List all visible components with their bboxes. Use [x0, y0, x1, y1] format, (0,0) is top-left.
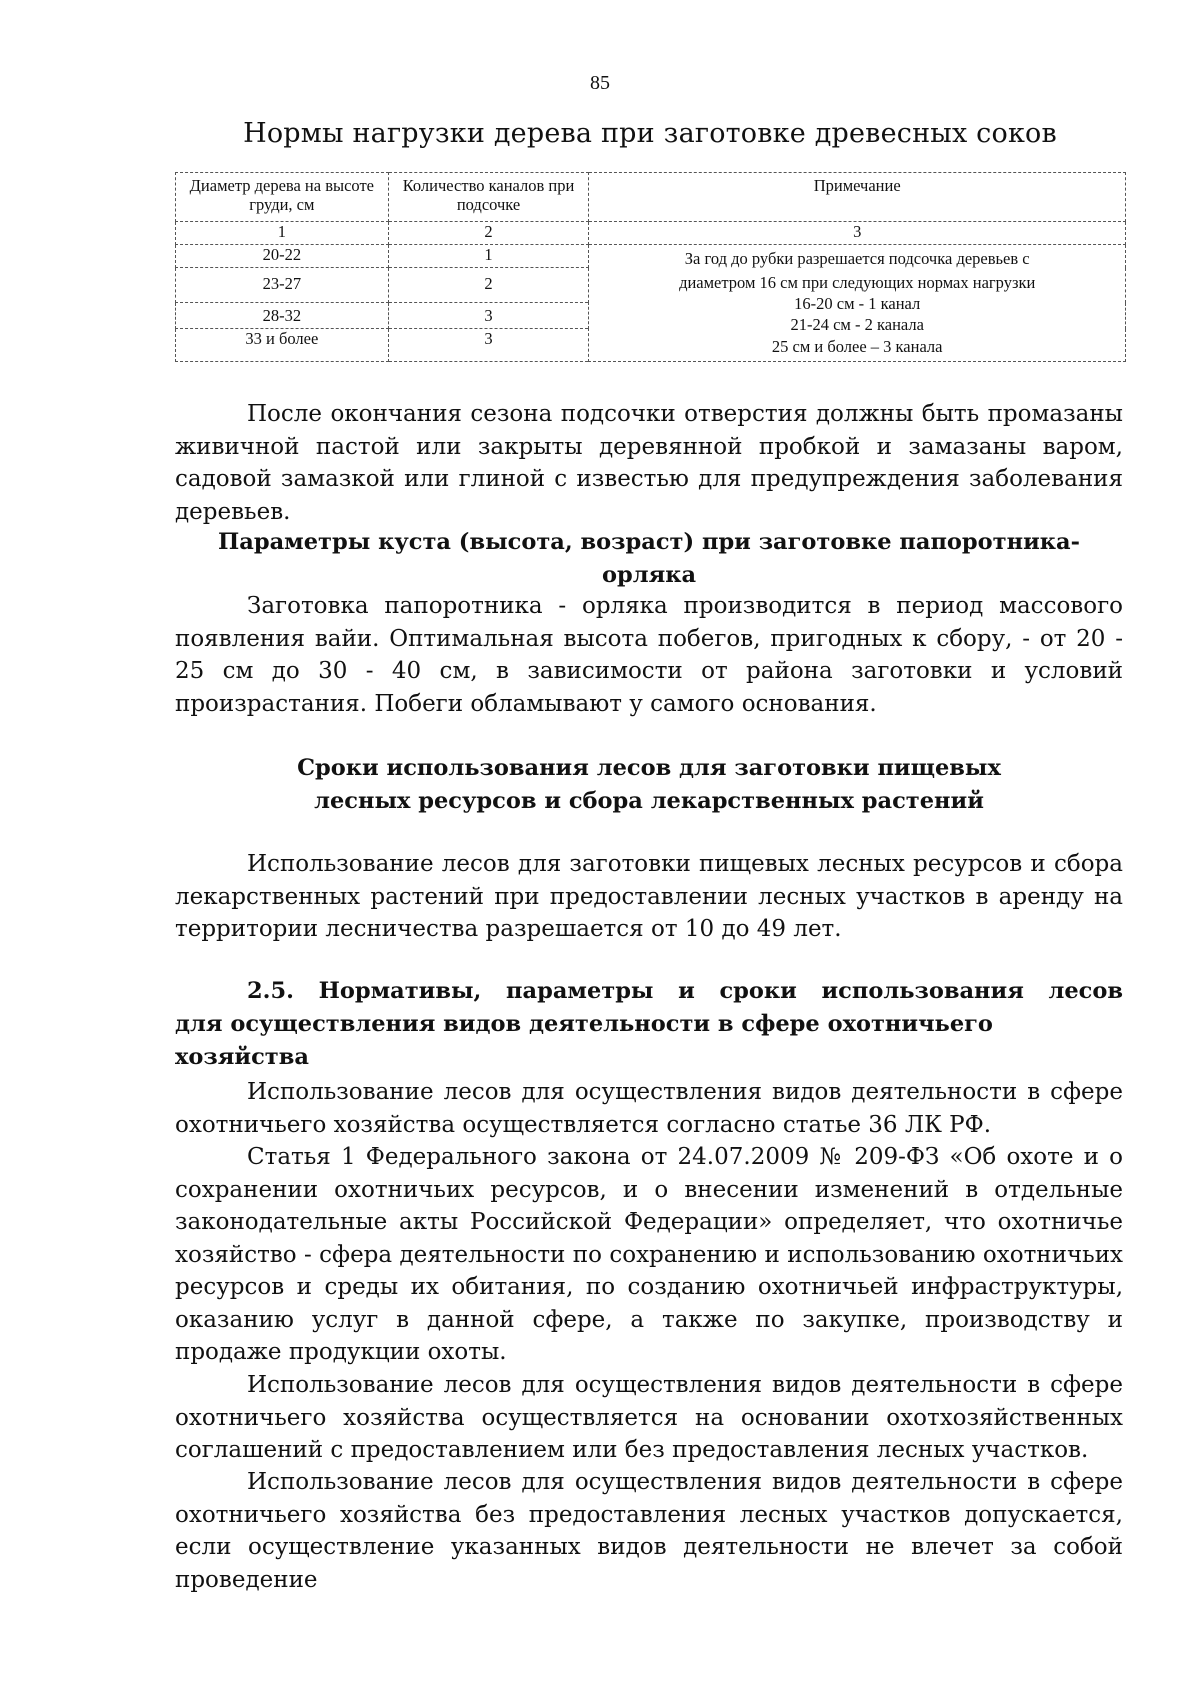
channels-cell: 2	[388, 268, 589, 303]
note-line: 25 см и более – 3 канала	[771, 337, 943, 356]
paragraph-after-table: После окончания сезона подсочки отверстия должны быть промазаны живичной пастой или закрыты деревянной пробкой и замазаны варом, садовой замазкой или глиной с известью для предупреждения заболевания деревьев.	[175, 401, 1123, 525]
channels-cell: 3	[388, 303, 589, 329]
header-diameter: Диаметр дерева на высоте груди, см	[176, 173, 389, 222]
page-number: 85	[590, 72, 610, 94]
column-number: 3	[589, 222, 1126, 245]
sap-load-norms-table	[175, 172, 1126, 362]
diameter-cell: 28-32	[176, 303, 389, 329]
note-line: За год до рубки разрешается подсочка деревьев с	[684, 249, 1030, 268]
section-heading	[175, 975, 1123, 1074]
section-heading-line: для осуществления видов деятельности в сфере охотничьего хозяйства	[175, 1011, 993, 1070]
paragraph-hunting: Статья 1 Федерального закона от 24.07.2009 № 209-ФЗ «Об охоте и о сохранении охотничьих ресурсов, и о внесении изменений в отдельные законодательные акты Российской Федерации» определяет, что охотничье хозяйство - сфера деятельности по сохранению и использованию охотничьих ресурсов и среды их обитания, по созданию охотничьей инфраструктуры, оказанию услуг в данной сфере, а также по закупке, производству и продаже продукции охоты.	[175, 1144, 1123, 1365]
table-header-row	[176, 173, 1126, 222]
channels-cell: 3	[388, 329, 589, 362]
heading-terms-line: Сроки использования лесов для заготовки пищевых	[297, 755, 1001, 781]
note-line: 21-24 см - 2 канала	[790, 315, 924, 334]
header-note: Примечание	[589, 173, 1126, 222]
header-channels: Количество каналов при подсочке	[388, 173, 589, 222]
table-title: Нормы нагрузки дерева при заготовке древесных соков	[243, 118, 1057, 149]
channels-cell: 1	[388, 245, 589, 268]
paragraph-hunting: Использование лесов для осуществления видов деятельности в сфере охотничьего хозяйства осуществляется на основании охотхозяйственных соглашений с предоставлением или без предоставления лесных участков.	[175, 1372, 1123, 1463]
paragraph-fern: Заготовка папоротника - орляка производится в период массового появления вайи. Оптимальная высота побегов, пригодных к сбору, - от 20 - 25 см до 30 - 40 см, в зависимости от района заготовки и условий произрастания. Побеги обламывают у самого основания.	[175, 593, 1123, 717]
diameter-cell: 33 и более	[176, 329, 389, 362]
note-line: диаметром 16 см при следующих нормах нагрузки	[679, 272, 1036, 292]
heading-terms	[175, 752, 1123, 818]
heading-fern: Параметры куста (высота, возраст) при заготовке папоротника-орляка	[218, 529, 1080, 588]
table-row	[176, 245, 1126, 268]
paragraph-hunting: Использование лесов для осуществления видов деятельности в сфере охотничьего хозяйства осуществляется согласно статье 36 ЛК РФ.	[175, 1079, 1123, 1138]
table-number-row	[176, 222, 1126, 245]
diameter-cell: 23-27	[176, 268, 389, 303]
column-number: 1	[176, 222, 389, 245]
column-number: 2	[388, 222, 589, 245]
paragraph-terms: Использование лесов для заготовки пищевых лесных ресурсов и сбора лекарственных растений при предоставлении лесных участков в аренду на территории лесничества разрешается от 10 до 49 лет.	[175, 851, 1123, 942]
section-heading-line: 2.5. Нормативы, параметры и сроки использования лесов	[247, 978, 1123, 1004]
heading-terms-line: лесных ресурсов и сбора лекарственных растений	[314, 788, 984, 814]
paragraph-hunting: Использование лесов для осуществления видов деятельности в сфере охотничьего хозяйства без предоставления лесных участков допускается, если осуществление указанных видов деятельности не влечет за собой проведение	[175, 1469, 1123, 1593]
note-line: 16-20 см - 1 канал	[794, 294, 921, 313]
note-cell	[589, 245, 1126, 362]
diameter-cell: 20-22	[176, 245, 389, 268]
